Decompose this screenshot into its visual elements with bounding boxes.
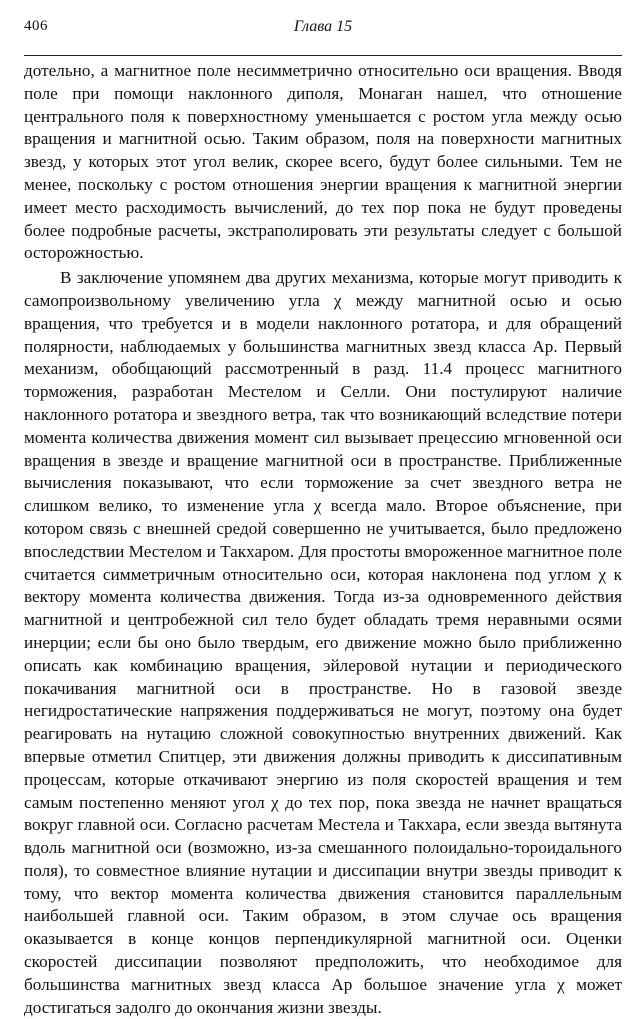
paragraph-mechanisms: В заключение упомянем два других механизма, которые могут приводить к самопроизвольному увеличению угла χ между магнитной осью и осью вращения, что требуется и в модели наклонного ротатора, и для обращений полярности, наблюдаемых у большинства магнитных звезд класса Ар. Первый механизм, обобщающий рассмотренный в разд. 11.4 процесс магнитного торможения, разработан Местелом и Селли. Они постулируют наличие наклонного ротатора и звездного ветра, так что возникающий вследствие потери момента количества движения момент сил вызывает прецессию мгновенной оси вращения в звезде и вращение магнитной оси в пространстве. Приближенные вычисления показывают, что если торможение за счет звездного ветра не слишком велико, то изменение угла χ всегда мало. Второе объяснение, при котором связь с внешней средой совершенно не учитывается, было предложено впоследствии Местелом и Такхаром. Для простоты вмороженное магнитное поле считается симметричным относительно оси, которая наклонена под углом χ к вектору момента количества движения. Тогда из-за одновременного действия магнитной и центробежной сил тело будет обладать тремя неравными осями инерции; если бы оно было твердым, его движение можно было приближенно описать как комбинацию вращения, эйлеровой нутации и периодического покачивания магнитной оси в пространстве. Но в газовой звезде негидростатические напряжения поддерживаться не могут, поэтому она будет реагировать на нутацию сложной совокупностью внутренних движений. Как впервые отметил Спитцер, эти движения должны приводить к диссипативным процессам, которые откачивают энергию из поля скоростей вращения и тем самым постепенно меняют угол χ до тех пор, пока звезда не начнет вращаться вокруг главной оси. Согласно расчетам Местела и Такхара, если звезда вытянута вдоль магнитной оси (возможно, из-за смешанного полоидально-тороидального поля), то совместное влияние нутации и диссипации внутри звезды приводит к тому, что вектор момента количества движения становится параллельным наибольшей главной оси. Таким образом, в этом случае ось вращения оказывается в конце концов перпендикулярной магнитной оси. Оценки скоростей диссипации позволяют предположить, что необходимое для большинства магнитных звезд класса Ар большое значение угла χ может достигаться задолго до окончания жизни звезды. — [24, 268, 622, 1017]
header-rule — [24, 55, 622, 56]
page-header — [24, 14, 622, 40]
body-text — [24, 60, 622, 1019]
running-head: Глава 15 — [293, 18, 353, 35]
paragraph-continuation: дотельно, а магнитное поле несимметрично относительно оси вращения. Вводя поле при помощи наклонного диполя, Монаган нашел, что отношение центрального поля к поверхностному уменьшается с ростом угла между осью вращения и магнитной осью. Таким образом, поля на поверхности магнитных звезд, у которых этот угол велик, скорее всего, будут более сильными. Тем не менее, поскольку с ростом отношения энергии вращения к магнитной энергии имеет место расходимость вычислений, до тех пор пока не будут проведены более подробные расчеты, экстраполировать эти результаты следует с большой осторожностью. — [24, 61, 622, 263]
page-number: 406 — [24, 18, 48, 34]
